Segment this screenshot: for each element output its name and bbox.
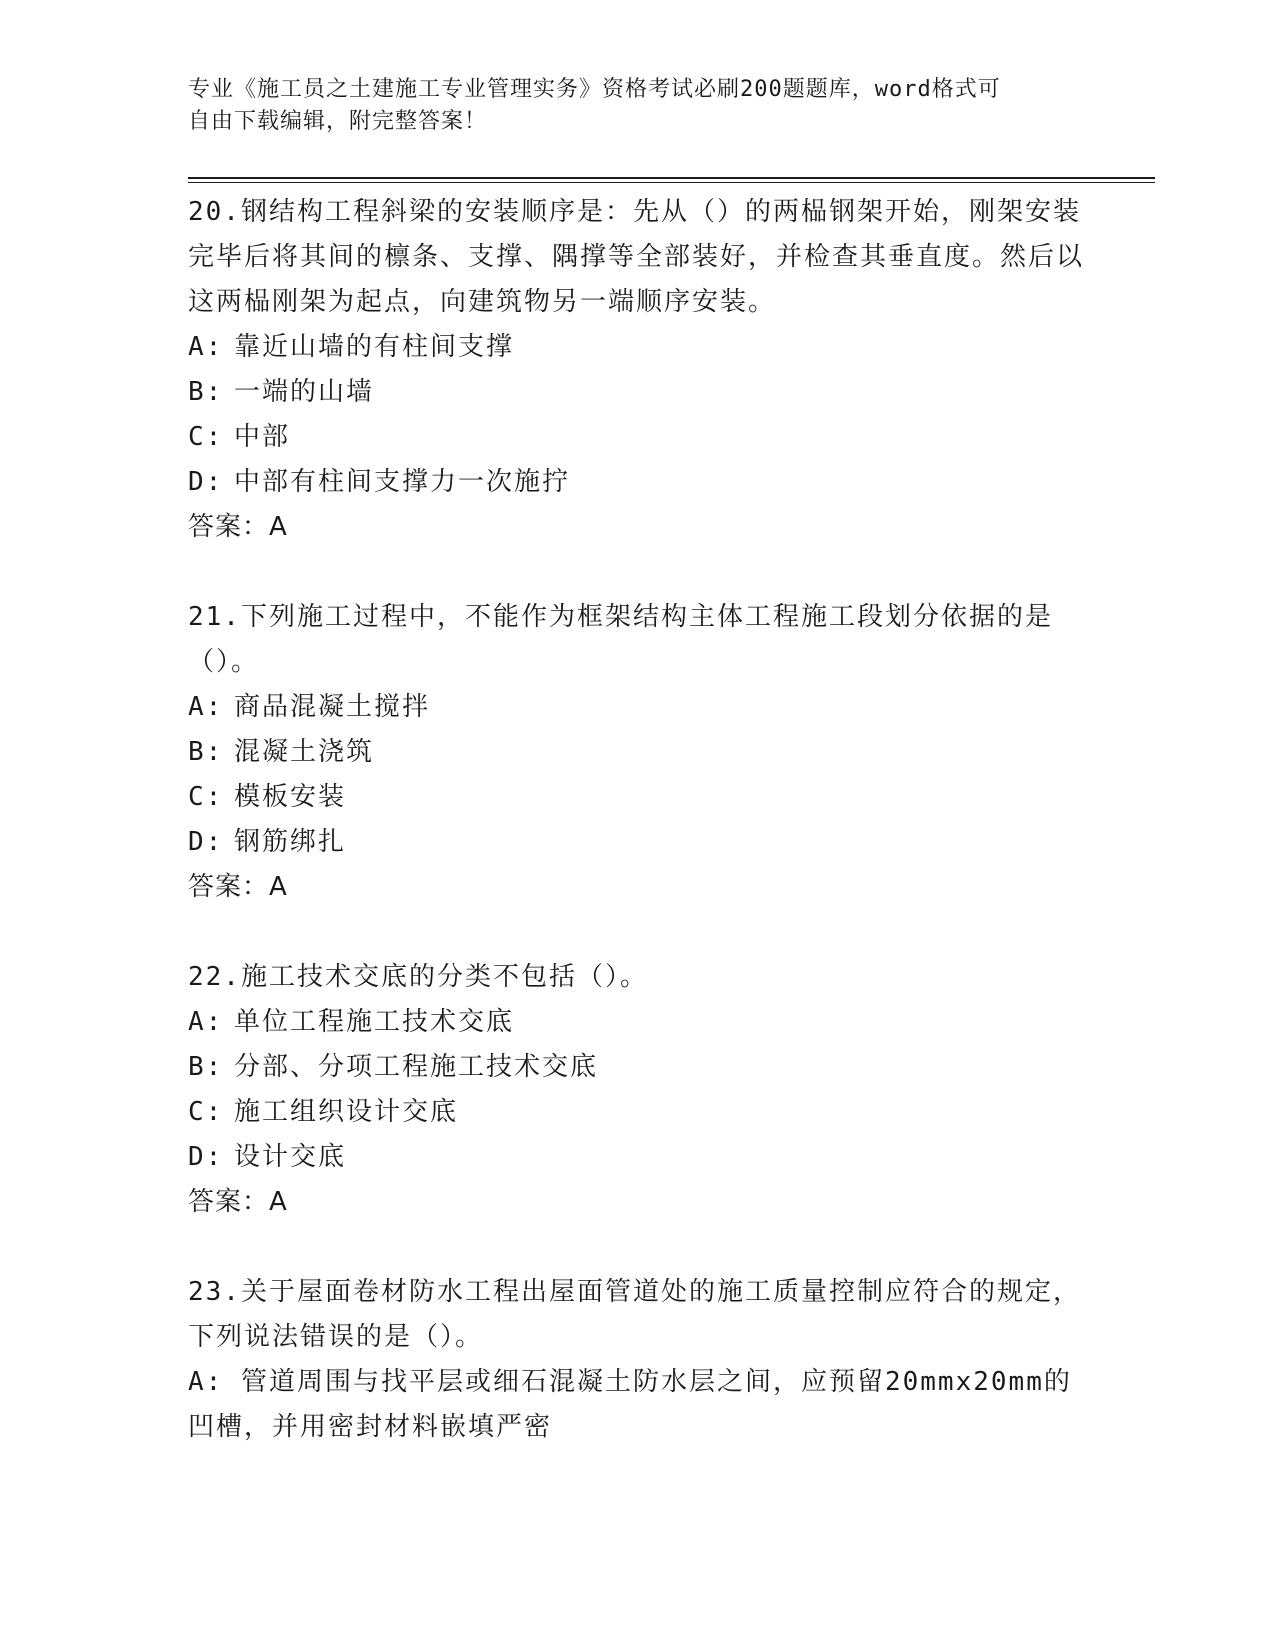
option-letter: A: <box>188 1007 224 1037</box>
option-d <box>188 1135 1088 1180</box>
answer-line: 答案：A <box>188 512 288 542</box>
header-line-1: 专业《施工员之土建施工专业管理实务》资格考试必刷200题题库，word格式可 <box>188 77 1001 102</box>
option-letter: D: <box>188 827 224 857</box>
option-letter: A: <box>188 692 224 722</box>
option-text: 分部、分项工程施工技术交底 <box>234 1052 599 1082</box>
option-letter: B: <box>188 377 224 407</box>
option-text: 混凝土浇筑 <box>234 737 375 767</box>
question-stem: 23.关于屋面卷材防水工程出屋面管道处的施工质量控制应符合的规定，下列说法错误的是（）。 <box>188 1277 1081 1352</box>
option-a <box>188 1360 1088 1450</box>
option-a <box>188 685 1088 730</box>
answer-line: 答案：A <box>188 1187 288 1217</box>
option-text: 管道周围与找平层或细石混凝土防水层之间，应预留20mmx20mm的凹槽，并用密封材料嵌填严密 <box>188 1367 1072 1442</box>
option-a <box>188 1000 1088 1045</box>
option-c <box>188 775 1088 820</box>
option-text: 中部有柱间支撑力一次施拧 <box>234 467 571 497</box>
question-23 <box>188 1270 1088 1450</box>
question-stem: 20.钢结构工程斜梁的安装顺序是：先从（）的两榀钢架开始，刚架安装完毕后将其间的檩条、支撑、隅撑等全部装好，并检查其垂直度。然后以这两榀刚架为起点，向建筑物另一端顺序安装。 <box>188 197 1085 317</box>
option-text: 靠近山墙的有柱间支撑 <box>234 332 515 362</box>
question-20 <box>188 190 1088 550</box>
option-b <box>188 1045 1088 1090</box>
option-letter: B: <box>188 737 224 767</box>
question-22 <box>188 955 1088 1225</box>
answer-line: 答案：A <box>188 872 288 902</box>
option-text: 设计交底 <box>234 1142 347 1172</box>
option-letter: C: <box>188 422 224 452</box>
option-text: 模板安装 <box>234 782 347 812</box>
header-divider-thick <box>188 177 1155 179</box>
question-list <box>188 190 1088 1495</box>
option-text: 施工组织设计交底 <box>234 1097 459 1127</box>
option-a <box>188 325 1088 370</box>
option-letter: B: <box>188 1052 224 1082</box>
option-c <box>188 415 1088 460</box>
option-letter: A: <box>188 332 224 362</box>
header-divider-thin <box>188 182 1155 183</box>
option-d <box>188 460 1088 505</box>
option-b <box>188 730 1088 775</box>
option-text: 一端的山墙 <box>234 377 375 407</box>
option-letter: C: <box>188 1097 224 1127</box>
option-letter: D: <box>188 1142 224 1172</box>
option-d <box>188 820 1088 865</box>
question-stem: 21.下列施工过程中，不能作为框架结构主体工程施工段划分依据的是（）。 <box>188 602 1053 677</box>
option-text: 钢筋绑扎 <box>234 827 347 857</box>
question-stem: 22.施工技术交底的分类不包括（）。 <box>188 962 648 992</box>
option-text: 单位工程施工技术交底 <box>234 1007 515 1037</box>
option-text: 商品混凝土搅拌 <box>234 692 431 722</box>
option-letter: C: <box>188 782 224 812</box>
option-b <box>188 370 1088 415</box>
header-line-2: 自由下载编辑，附完整答案！ <box>188 109 488 134</box>
option-text: 中部 <box>234 422 291 452</box>
option-letter: D: <box>188 467 224 497</box>
question-21 <box>188 595 1088 910</box>
option-letter: A: <box>188 1367 224 1397</box>
option-c <box>188 1090 1088 1135</box>
document-header <box>188 74 1088 138</box>
